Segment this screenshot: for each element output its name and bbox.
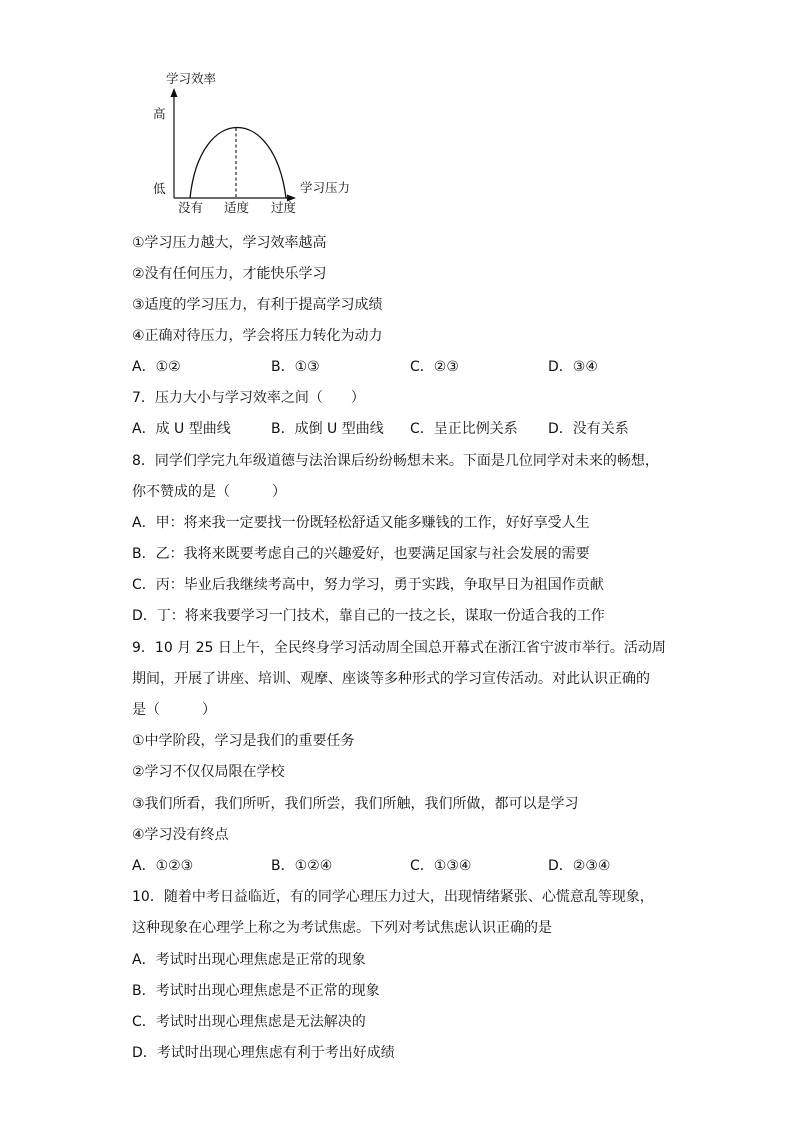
y-axis-label: 学习效率 — [166, 71, 217, 86]
x-axis-label: 学习压力 — [300, 180, 351, 195]
q6-option-c: C．②③ — [410, 359, 459, 375]
q9-stem-line-1: 9．10 月 25 日上午，全民终身学习活动周全国总开幕式在浙江省宁波市举行。活动周 — [132, 640, 666, 656]
q6-option-b: B．①③ — [271, 359, 320, 375]
q7-option-b: B．成倒 U 型曲线 — [271, 421, 384, 437]
q9-stem-line-3: 是（ ） — [132, 702, 216, 718]
q6-statement-2: ②没有任何压力，才能快乐学习 — [132, 266, 327, 282]
x-tick-none: 没有 — [178, 200, 204, 215]
q8-stem-line-2: 你不赞成的是（ ） — [132, 484, 286, 500]
q7-stem: 7．压力大小与学习效率之间（ ） — [132, 390, 365, 406]
q8-option-a: A．甲：将来我一定要找一份既轻松舒适又能多赚钱的工作，好好享受人生 — [132, 515, 590, 531]
q9-option-a: A．①②③ — [132, 858, 194, 874]
q6-option-d: D．③④ — [548, 359, 598, 375]
q9-statement-1: ①中学阶段，学习是我们的重要任务 — [132, 733, 355, 749]
q6-statement-3: ③适度的学习压力，有利于提高学习成绩 — [132, 297, 383, 313]
q10-option-d: D．考试时出现心理焦虑有利于考出好成绩 — [132, 1045, 395, 1061]
q8-stem-line-1: 8．同学们学完九年级道德与法治课后纷纷畅想未来。下面是几位同学对未来的畅想， — [132, 453, 659, 469]
y-axis-arrow — [171, 88, 178, 97]
q7-option-d: D．没有关系 — [548, 421, 629, 437]
q9-statement-4: ④学习没有终点 — [132, 827, 229, 843]
inverted-u-curve — [190, 128, 286, 199]
pressure-efficiency-figure — [140, 64, 370, 224]
q9-option-c: C．①③④ — [410, 858, 472, 874]
q8-option-c: C．丙：毕业后我继续考高中，努力学习，勇于实践，争取早日为祖国作贡献 — [132, 577, 604, 593]
x-tick-excessive: 过度 — [271, 200, 297, 215]
q6-option-a: A．①② — [132, 359, 181, 375]
q9-statement-2: ②学习不仅仅局限在学校 — [132, 764, 285, 780]
q10-option-a: A．考试时出现心理焦虑是正常的现象 — [132, 952, 366, 968]
q6-statement-4: ④正确对待压力，学会将压力转化为动力 — [132, 328, 383, 344]
q10-option-b: B．考试时出现心理焦虑是不正常的现象 — [132, 983, 380, 999]
q10-stem-line-1: 10．随着中考日益临近，有的同学心理压力过大，出现情绪紧张、心慌意乱等现象， — [132, 889, 654, 905]
q7-option-a: A．成 U 型曲线 — [132, 421, 231, 437]
q10-option-c: C．考试时出现心理焦虑是无法解决的 — [132, 1014, 366, 1030]
q10-stem-line-2: 这种现象在心理学上称之为考试焦虑。下列对考试焦虑认识正确的是 — [132, 920, 552, 936]
q8-option-b: B．乙：我将来既要考虑自己的兴趣爱好，也要满足国家与社会发展的需要 — [132, 546, 590, 562]
q9-option-d: D．②③④ — [548, 858, 611, 874]
y-low-label: 低 — [153, 181, 166, 196]
q9-statement-3: ③我们所看，我们所听，我们所尝，我们所触，我们所做，都可以是学习 — [132, 796, 579, 812]
y-high-label: 高 — [153, 106, 166, 121]
q6-statement-1: ①学习压力越大，学习效率越高 — [132, 235, 327, 251]
q9-stem-line-2: 期间，开展了讲座、培训、观摩、座谈等多种形式的学习宣传活动。对此认识正确的 — [132, 671, 650, 687]
x-tick-moderate: 适度 — [224, 200, 250, 215]
q7-option-c: C．呈正比例关系 — [410, 421, 518, 437]
q8-option-d: D．丁：将来我要学习一门技术，靠自己的一技之长，谋取一份适合我的工作 — [132, 608, 605, 624]
q9-option-b: B．①②④ — [271, 858, 333, 874]
